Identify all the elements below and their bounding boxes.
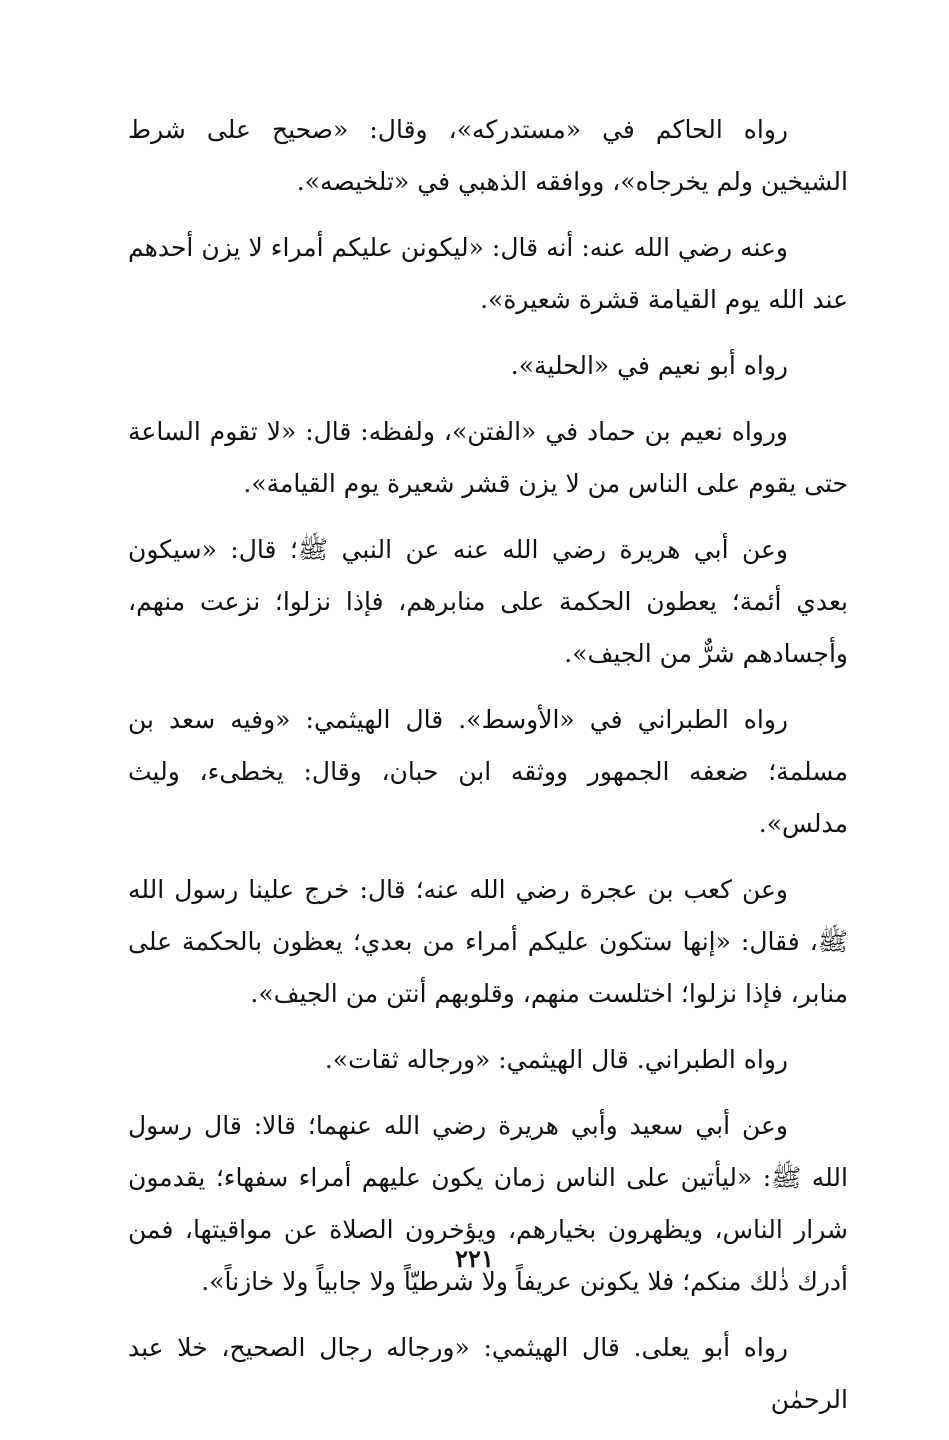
paragraph-nuaym-fitan: ورواه نعيم بن حماد في «الفتن»، ولفظه: قال: «لا تقوم الساعة حتى يقوم على الناس من لا يزن قشر شعيرة يوم القيامة». — [128, 417, 848, 498]
paragraph-abu-nuaym: رواه أبو نعيم في «الحلية». — [510, 351, 788, 380]
paragraph-kaab-ujra: وعن كعب بن عجرة رضي الله عنه؛ قال: خرج علينا رسول الله ﷺ، فقال: «إنها ستكون عليكم أمراء من بعدي؛ يعظون بالحكمة على منابر، فإذا نزلوا؛ اختلست منهم، وقلوبهم أنتن من الجيف». — [128, 875, 848, 1008]
page-number: ٢٢١ — [455, 1244, 494, 1273]
paragraph-tabarani-thiqat: رواه الطبراني. قال الهيثمي: «ورجاله ثقات». — [324, 1045, 788, 1074]
paragraph-umara-wazn: وعنه رضي الله عنه: أنه قال: «ليكونن عليكم أمراء لا يزن أحدهم عند الله يوم القيامة قشرة شعيرة». — [128, 233, 848, 314]
page-body — [128, 104, 848, 1440]
paragraph-abu-hurayra-aimma: وعن أبي هريرة رضي الله عنه عن النبي ﷺ؛ قال: «سيكون بعدي أئمة؛ يعطون الحكمة على منابرهم، فإذا نزلوا؛ نزعت منهم، وأجسادهم شرٌّ من الجيف». — [128, 535, 848, 668]
paragraph-hakim: رواه الحاكم في «مستدركه»، وقال: «صحيح على شرط الشيخين ولم يخرجاه»، ووافقه الذهبي في «تلخيصه». — [128, 115, 848, 196]
paragraph-abu-yala: رواه أبو يعلى. قال الهيثمي: «ورجاله رجال الصحيح، خلا عبد الرحمٰن — [128, 1333, 848, 1414]
paragraph-tabarani-awsat: رواه الطبراني في «الأوسط». قال الهيثمي: «وفيه سعد بن مسلمة؛ ضعفه الجمهور ووثقه ابن حبان، وقال: يخطىء، وليث مدلس». — [128, 705, 848, 838]
paragraph-abu-said: وعن أبي سعيد وأبي هريرة رضي الله عنهما؛ قالا: قال رسول الله ﷺ: «ليأتين على الناس زمان يكون عليهم أمراء سفهاء؛ يقدمون شرار الناس، ويظهرون بخيارهم، ويؤخرون الصلاة عن مواقيتها، فمن أدرك ذٰلك منكم؛ فلا يكونن عريفاً ولا شرطيّاً ولا جابياً ولا خازناً». — [128, 1111, 848, 1296]
